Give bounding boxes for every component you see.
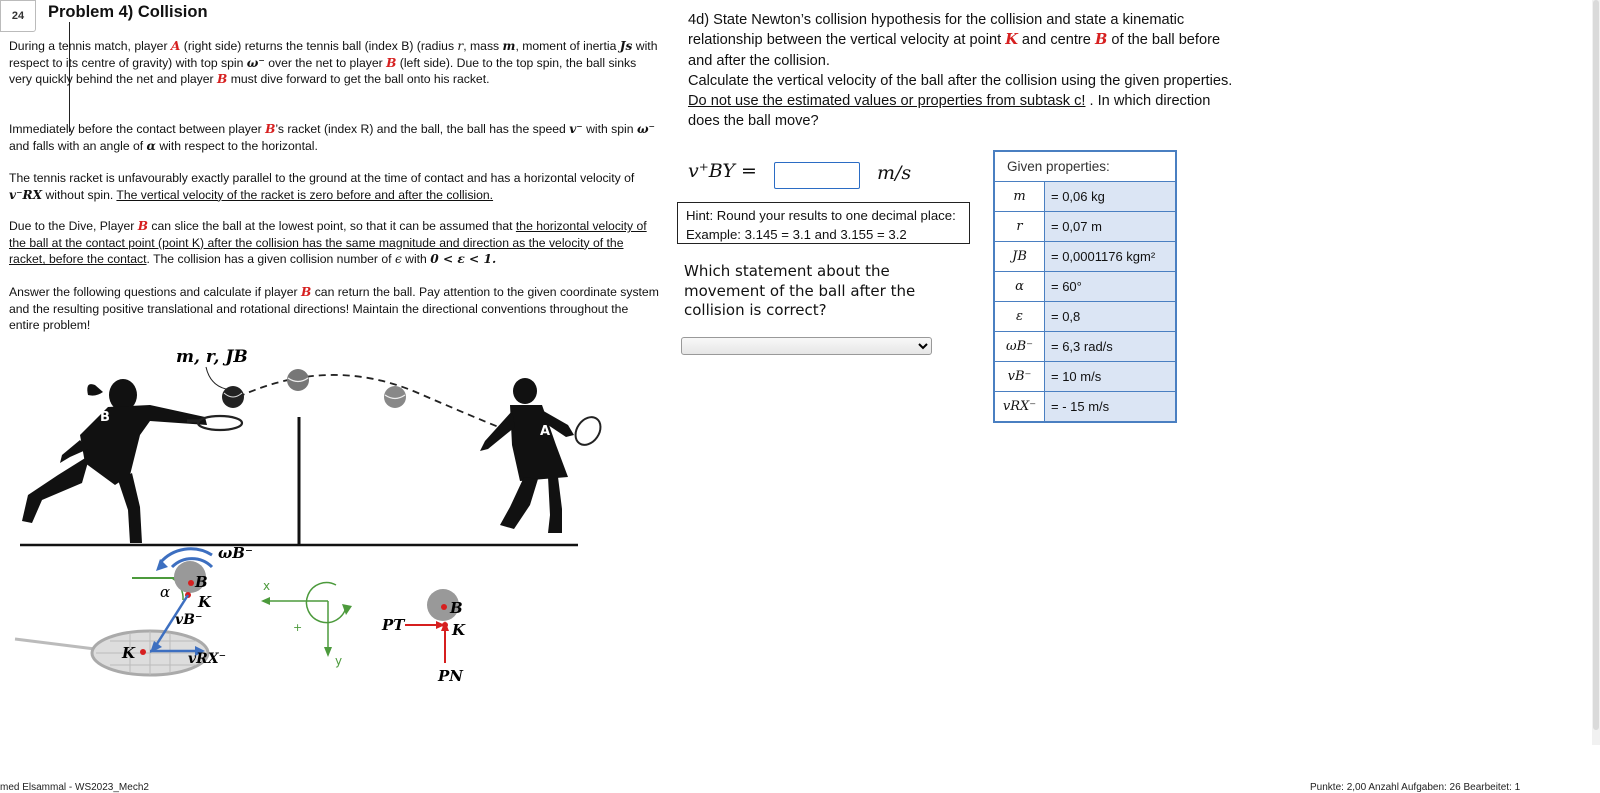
player-b-silhouette bbox=[22, 379, 207, 543]
point-b2-label: B bbox=[450, 599, 463, 617]
problem-title: Problem 4) Collision bbox=[48, 3, 208, 21]
movement-statement-select[interactable] bbox=[681, 337, 932, 355]
property-row: vRX⁻ = - 15 m/s bbox=[994, 392, 1176, 423]
property-row: r = 0,07 m bbox=[994, 212, 1176, 242]
footer-status: Punkte: 2,00 Anzahl Aufgaben: 26 Bearbeitet: 1 bbox=[1310, 782, 1521, 793]
property-row: vB⁻ = 10 m/s bbox=[994, 362, 1176, 392]
player-a-silhouette bbox=[480, 378, 574, 533]
player-b-label: B bbox=[100, 410, 110, 425]
paragraph-instructions: Answer the following questions and calculate if player B can return the ball. Pay attention to the given coordinate system and the resulting positive translational and rotational directions! Maintain the directional conventions throughout the entire problem! bbox=[9, 285, 659, 333]
point-k3-label: K bbox=[452, 621, 466, 639]
velocity-answer-input[interactable] bbox=[774, 162, 860, 189]
pt-label: PT bbox=[382, 616, 405, 634]
property-row: α = 60° bbox=[994, 272, 1176, 302]
property-row: m = 0,06 kg bbox=[994, 182, 1176, 212]
pn-label: PN bbox=[438, 667, 463, 685]
answer-unit: m/s bbox=[877, 162, 912, 184]
vrx-label: vRX⁻ bbox=[188, 651, 227, 667]
point-b-label: B bbox=[195, 573, 208, 591]
answer-variable-label: v⁺BY = bbox=[688, 160, 757, 182]
paragraph-dive: Due to the Dive, Player B can slice the ball at the lowest point, so that it can be assumed that the horizontal velocity of the ball at the contact point (point K) after the collision has the same magnitude and direction as the velocity of the racket, before the contact. The collision has a given collision number of ϵ with 0 < ε < 1. bbox=[9, 219, 647, 267]
positive-rotation-label: + bbox=[293, 621, 303, 634]
coordinate-system bbox=[261, 583, 352, 657]
omega-label: ωB⁻ bbox=[218, 544, 253, 562]
property-row: ε = 0,8 bbox=[994, 302, 1176, 332]
x-axis-label: x bbox=[263, 579, 271, 593]
collision-figure bbox=[0, 345, 660, 705]
statement-question: Which statement about the movement of the ball after the collision is correct? bbox=[684, 262, 916, 319]
point-k-racket-label: K bbox=[122, 644, 136, 662]
point-k-label: K bbox=[198, 593, 212, 611]
racket-a bbox=[570, 412, 605, 449]
task-number: 24 bbox=[0, 0, 36, 32]
property-row: JB = 0,0001176 kgm² bbox=[994, 242, 1176, 272]
properties-header: Given properties: bbox=[994, 151, 1176, 182]
paragraph-intro: During a tennis match, player A (right side) returns the tennis ball (index B) (radius r, mass m, moment of inertia Js with respect to its centre of gravity) with top spin ω⁻ over the net to player B (left side). Due to the top spin, the ball sinks very quickly behind the net and player B must dive forward to get the ball onto his racket. bbox=[9, 39, 658, 87]
question-text: 4d) State Newton’s collision hypothesis for the collision and state a kinematic relationship between the vertical velocity at point K and centre B of the ball before and after the collision. Calculate the vertical velocity of the ball after the collision using the given properties. Do not use the estimated values or properties from subtask c! . In which direction does the ball move? bbox=[688, 12, 1233, 130]
rounding-hint: Hint: Round your results to one decimal place: Example: 3.145 = 3.1 and 3.155 = 3.2 bbox=[677, 202, 970, 244]
player-a-label: A bbox=[540, 424, 551, 439]
paragraph-contact: Immediately before the contact between player B’s racket (index R) and the ball, the ball has the speed v⁻ with spin ω⁻ and falls with an angle of α with respect to the horizontal. bbox=[9, 122, 655, 153]
alpha-label: α bbox=[160, 583, 171, 601]
property-row: ωB⁻ = 6,3 rad/s bbox=[994, 332, 1176, 362]
ball-properties-label: m, r, JB bbox=[176, 347, 248, 367]
vertical-scrollbar-thumb[interactable] bbox=[1593, 0, 1599, 730]
given-properties-table bbox=[993, 150, 1177, 423]
paragraph-racket: The tennis racket is unfavourably exactly parallel to the ground at the time of contact and has a horizontal velocity of v⁻RX without spin. The vertical velocity of the racket is zero before and after the collision. bbox=[9, 171, 635, 202]
y-axis-label: y bbox=[335, 654, 343, 668]
vb-label: vB⁻ bbox=[175, 612, 203, 628]
ball-trajectory bbox=[238, 375, 520, 435]
footer-course: med Elsammal - WS2023_Mech2 bbox=[0, 782, 149, 793]
